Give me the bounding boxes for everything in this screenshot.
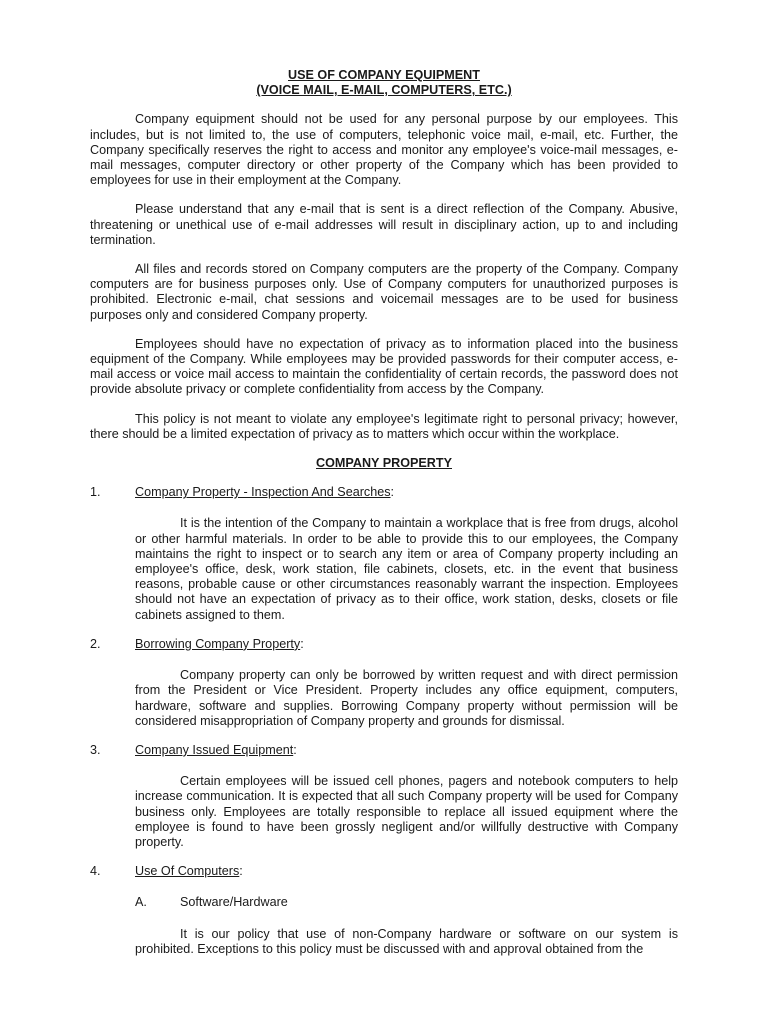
subitem-a-body: It is our policy that use of non-Company hardware or software on our system is prohibited. Exceptions to this policy must be discussed with and approval obtained from the: [135, 926, 678, 956]
item-4-heading: [90, 864, 678, 879]
item-title-colon: :: [293, 742, 297, 757]
item-number: 3.: [90, 742, 101, 757]
item-title: Company Issued Equipment: [135, 742, 294, 757]
item-3-heading: [90, 743, 678, 758]
document-page: [90, 68, 678, 971]
title-line-2: (VOICE MAIL, E-MAIL, COMPUTERS, ETC.): [256, 83, 512, 98]
subitem-title: Software/Hardware: [180, 895, 288, 910]
item-title: Use Of Computers: [135, 864, 240, 879]
item-2-body: Company property can only be borrowed by written request and with direct permission from the President or Vice President. Property includes any office equipment, computers, hardware, software and supplies. Borrowing Company property without permission will be considered misappropriation of Company property and grounds for dismissal.: [135, 668, 678, 728]
paragraph-policy-intent: This policy is not meant to violate any employee's legitimate right to personal privacy; however, there should be a limited expectation of privacy as to matters which occur within the workplace.: [90, 411, 678, 441]
item-title: Borrowing Company Property: [135, 636, 301, 651]
item-number: 4.: [90, 864, 101, 879]
item-1-heading: [90, 485, 678, 500]
item-number: 1.: [90, 485, 101, 500]
section-heading-company-property: COMPANY PROPERTY: [316, 456, 452, 471]
item-3-body: Certain employees will be issued cell phones, pagers and notebook computers to help increase communication. It is expected that all such Company property will be used for Company business only. Employees are totally responsible to replace all issued equipment where the employee is found to have been grossly negligent and/or willfully destructive with Company property.: [135, 774, 678, 849]
subitem-letter: A.: [135, 895, 147, 910]
paragraph-equipment-use: Company equipment should not be used for any personal purpose by our employees. This includes, but is not limited to, the use of computers, telephonic voice mail, e-mail, etc. Further, the Company specifically reserves the right to access and monitor any employee's voice-mail messages, e-mail messages, computer directory or other property of the Company which has been provided to employees for use in their employment at the Company.: [90, 112, 678, 188]
item-title-colon: :: [300, 636, 304, 651]
item-title-colon: :: [390, 485, 395, 500]
item-title: Company Property - Inspection And Searches: [135, 485, 391, 500]
title-line-1: USE OF COMPANY EQUIPMENT: [288, 68, 480, 82]
paragraph-privacy-expectation: Employees should have no expectation of privacy as to information placed into the business equipment of the Company. While employees may be provided passwords for their computer access, e-mail access or voice mail access to maintain the confidentiality of certain records, the password does not provide absolute privacy or complete confidentiality from access by the Company.: [90, 336, 678, 397]
subitem-a-heading: [90, 895, 678, 910]
item-1-body: It is the intention of the Company to maintain a workplace that is free from drugs, alcohol or other harmful materials. In order to be able to provide this to our employees, the Company maintains the right to inspect or to search any item or area of Company property including an employee's office, desk, work station, file cabinets, closets, etc. in the event that business reasons, probable cause or other circumstances reasonably warrant the inspection. Employees should not have an expectation of privacy as to their office, work station, desks, closets or file cabinets assigned to them.: [135, 516, 678, 622]
document-title: [90, 68, 678, 98]
item-2-heading: [90, 637, 678, 652]
item-number: 2.: [90, 636, 101, 651]
item-title-colon: :: [239, 864, 243, 879]
paragraph-files-records: All files and records stored on Company computers are the property of the Company. Company computers are for business purposes only. Use of Company computers for unauthorized purposes is prohibited. Electronic e-mail, chat sessions and voicemail messages are to be used for business purposes only and considered Company property.: [90, 262, 678, 322]
paragraph-email-reflection: Please understand that any e-mail that is sent is a direct reflection of the Company. Abusive, threatening or unethical use of e-mail addresses will result in disciplinary action, up to and including termination.: [90, 202, 678, 247]
